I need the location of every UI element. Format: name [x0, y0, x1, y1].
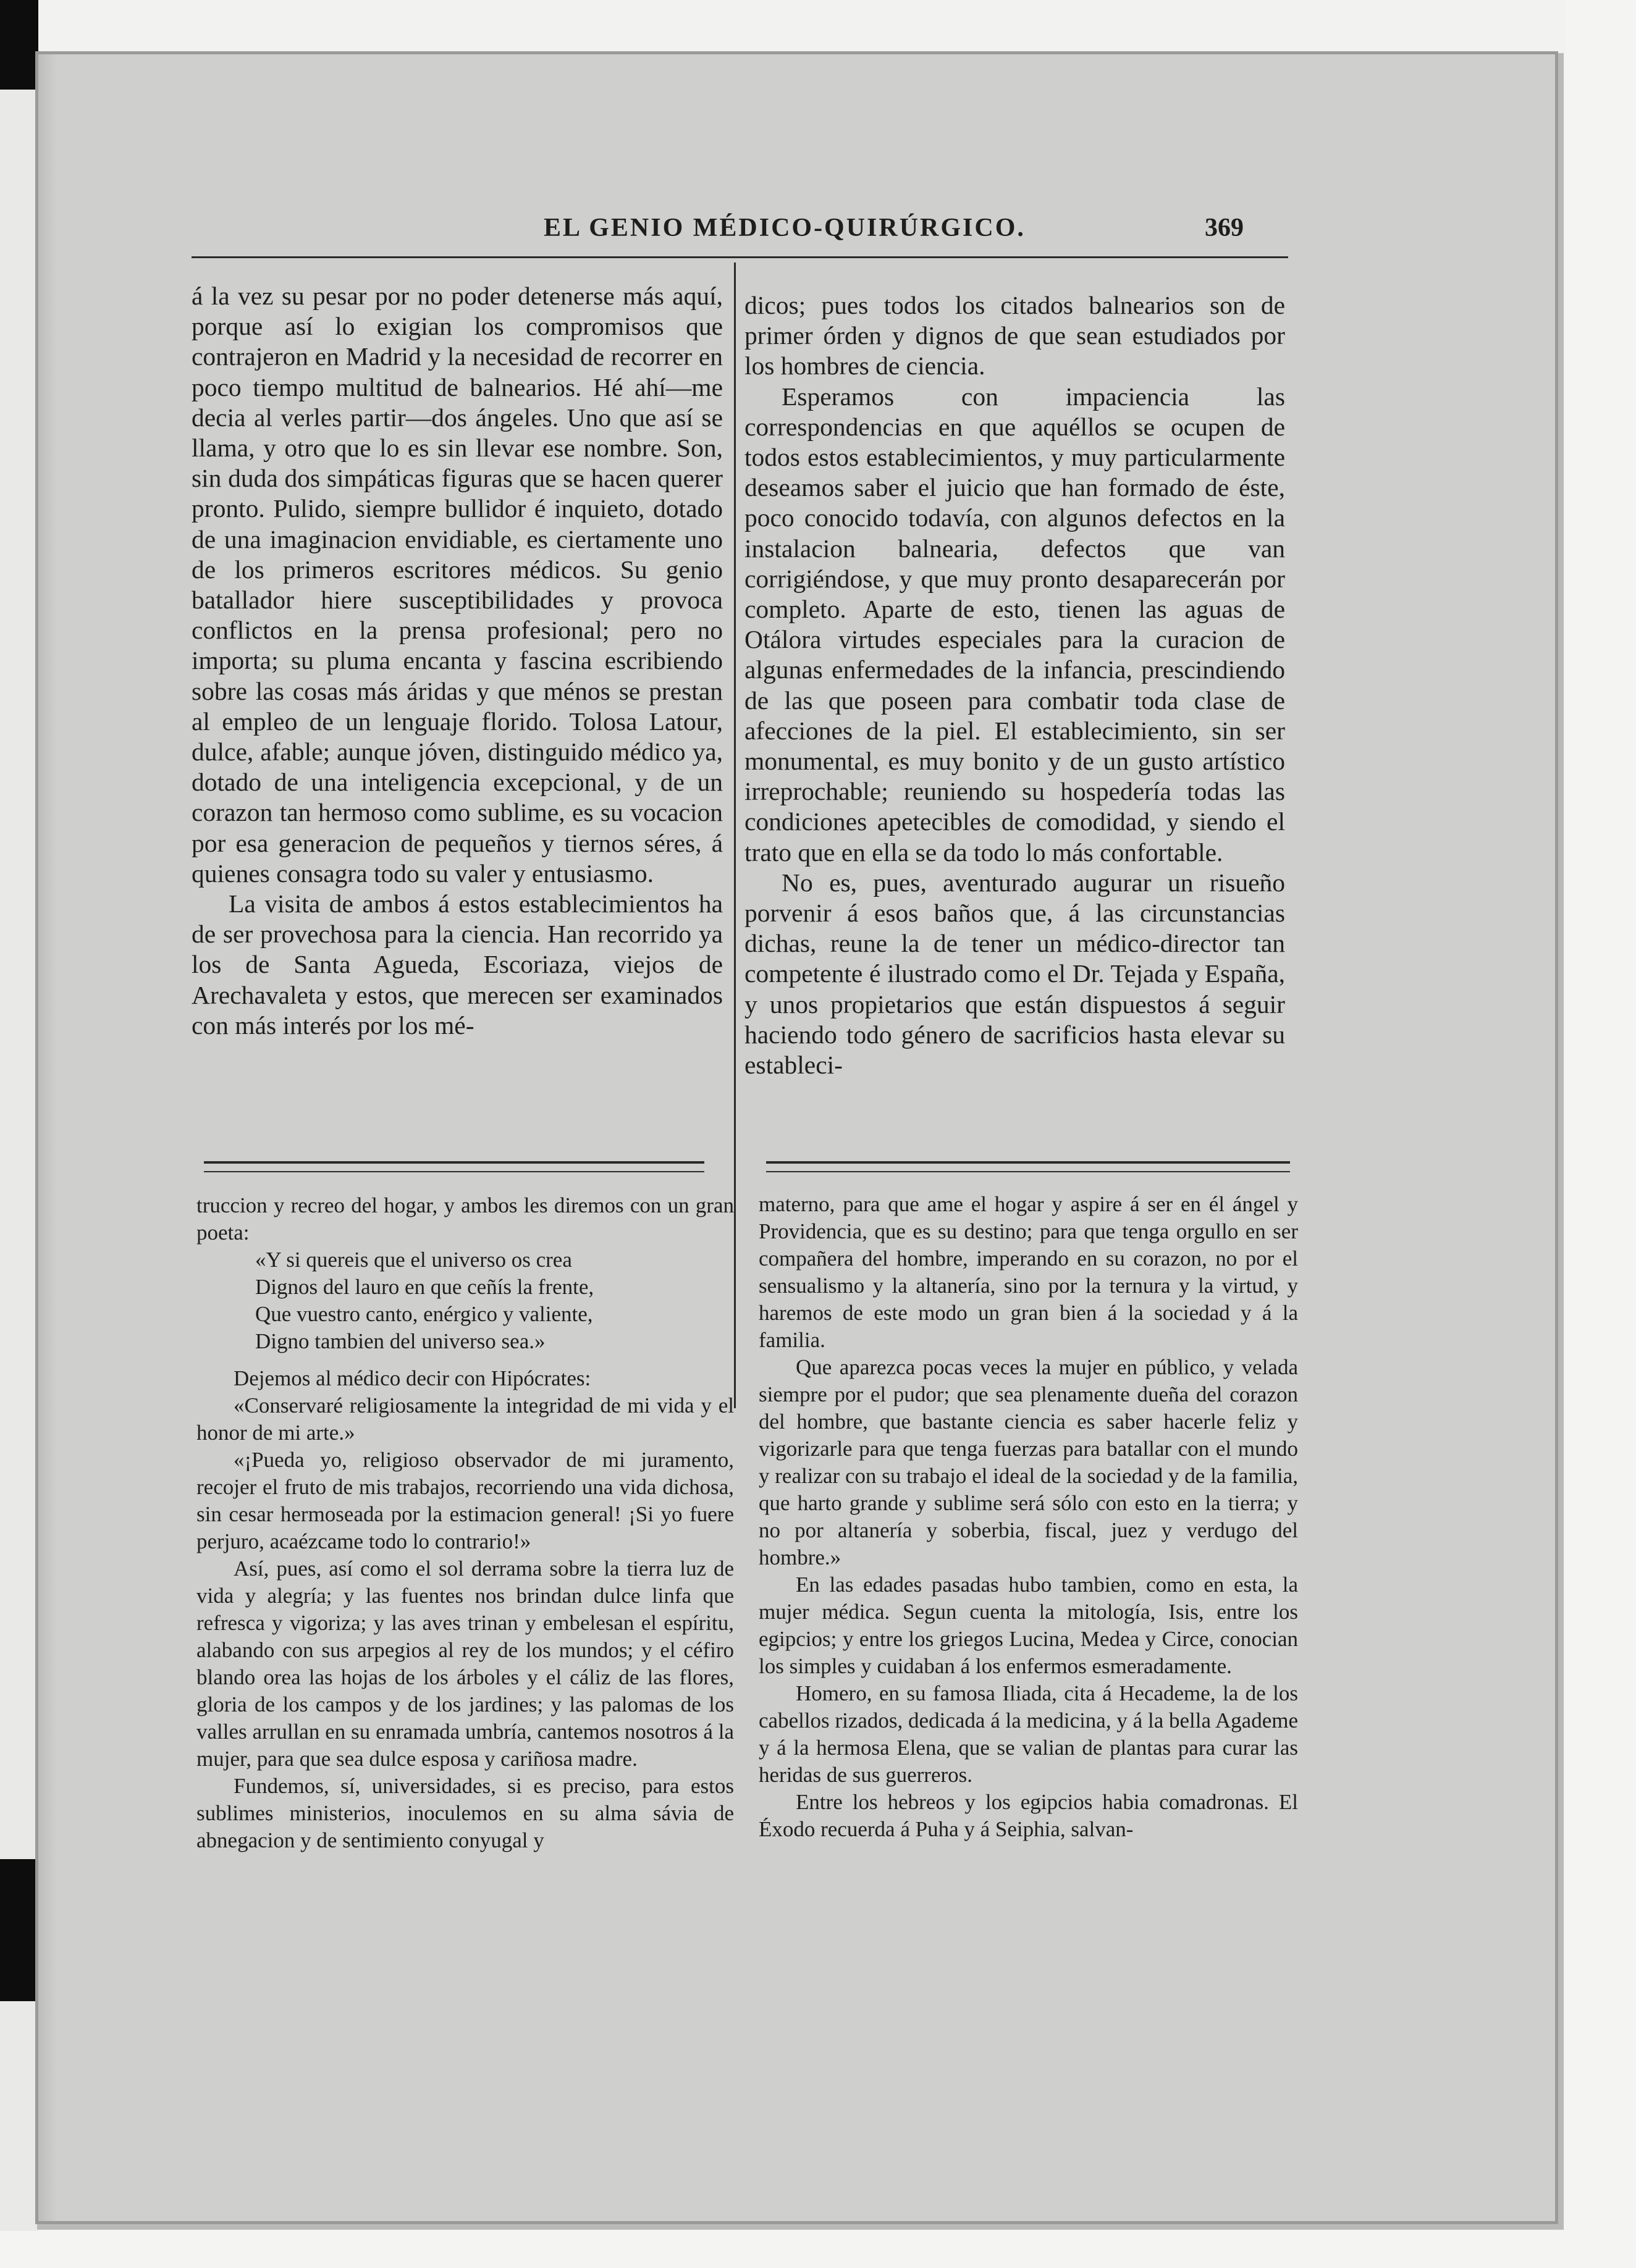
verse-line: Que vuestro canto, enérgico y valiente,	[255, 1302, 593, 1326]
page-number: 369	[1205, 214, 1244, 242]
paragraph: «Conservaré religiosamente la integridad de mi vida y el honor de mi arte.»	[196, 1393, 734, 1445]
scan-background-bottom	[0, 2231, 1636, 2268]
paragraph: Entre los hebreos y los egipcios habia comadronas. El Éxodo recuerda á Puha y á Seiphia, salvan-	[759, 1790, 1298, 1841]
paragraph: Así, pues, así como el sol derrama sobre la tierra luz de vida y alegría; y las fuentes nos brindan dulce linfa que refresca y vigoriza; y las aves trinan y embelesan el espíritu, alabando con sus arpegios al rey de los mundos; y el céfiro blando orea las hojas de los árboles y el cáliz de las flores, gloria de los campos y de los jardines; y las palomas de los valles arrullan en su enramada umbría, cantemos nosotros á la mujer, para que sea dulce esposa y cariñosa madre.	[196, 1556, 734, 1771]
running-title: EL GENIO MÉDICO-QUIRÚRGICO.	[544, 214, 1026, 242]
paragraph: materno, para que ame el hogar y aspire á ser en él ángel y Providencia, que es su destino; para que tenga orgullo en ser compañera del hombre, imperando en su corazon, no por el sensualismo y la altanería, sino por la ternura y la virtud, y haremos de este modo un gran bien á la sociedad y á la familia.	[759, 1192, 1298, 1352]
paragraph: truccion y recreo del hogar, y ambos les diremos con un gran poeta:	[196, 1193, 734, 1245]
paragraph: La visita de ambos á estos establecimientos ha de ser provechosa para la ciencia. Han recorrido ya los de Santa Agueda, Escoriaza, viejos de Arechavaleta y estos, que merecen ser examinados con más interés por los mé-	[192, 889, 723, 1040]
verse-line: «Y si quereis que el universo os crea	[255, 1248, 572, 1272]
verse-line: Dignos del lauro en que ceñís la frente,	[255, 1275, 594, 1299]
paragraph: «¡Pueda yo, religioso observador de mi juramento, recojer el fruto de mis trabajos, recorriendo una vida dichosa, sin cesar hermoseada por la estimacion general! ¡Si yo fuere perjuro, acaézcame todo lo contrario!»	[196, 1448, 734, 1553]
verse-line: Digno tambien del universo sea.»	[255, 1329, 546, 1353]
article-lower-left-column	[196, 1192, 734, 1854]
paragraph: á la vez su pesar por no poder detenerse más aquí, porque así lo exigian los compromisos que contrajeron en Madrid y la necesidad de recorrer en poco tiempo multitud de balnearios. Hé ahí—me decia al verles partir—dos ángeles. Uno que así se llama, y otro que lo es sin llevar ese nombre. Son, sin duda dos simpáticas figuras que se hacen querer pronto. Pulido, siempre bullidor é inquieto, dotado de una imaginacion envidiable, es ciertamente uno de los primeros escritores médicos. Su genio batallador hiere susceptibilidades y provoca conflictos en la prensa profesional; pero no importa; su pluma encanta y fascina escribiendo sobre las cosas más áridas y que ménos se prestan al empleo de un lenguaje florido. Tolosa Latour, dulce, afable; aunque jóven, distinguido médico ya, dotado de una inteligencia excepcional, y de un corazon tan hermoso como sublime, es su vocacion por esa generacion de pequeños y tiernos séres, á quienes consagra todo su valer y entusiasmo.	[192, 282, 723, 888]
section-separator-left	[204, 1161, 704, 1172]
paragraph: No es, pues, aventurado augurar un risueño porvenir á esos baños que, á las circunstancias dichas, reune la de tener un médico-director tan competente é ilustrado como el Dr. Tejada y España, y unos propietarios que están dispuestos á seguir haciendo todo género de sacrificios hasta elevar su estableci-	[744, 868, 1285, 1080]
paragraph: Fundemos, sí, universidades, si es preciso, para estos sublimes ministerios, inoculemos en su alma sávia de abnegacion y de sentimiento conyugal y	[196, 1774, 734, 1852]
page-gutter-shadow	[38, 54, 57, 2221]
page-header	[192, 207, 1288, 258]
article-upper-right-column	[744, 290, 1285, 1080]
section-separator-right	[766, 1161, 1290, 1172]
binding-edge-bottom	[0, 1859, 38, 2001]
column-divider	[734, 262, 736, 1408]
article-lower-right-column	[759, 1191, 1298, 1843]
paragraph: En las edades pasadas hubo tambien, como en esta, la mujer médica. Segun cuenta la mitología, Isis, entre los egipcios; y entre los griegos Lucina, Medea y Circe, conocian los simples y cuidaban á los enfermos esmeradamente.	[759, 1573, 1298, 1678]
binding-edge-top	[0, 0, 38, 90]
scan-background-right	[1565, 0, 1636, 2268]
article-upper-left-column	[192, 281, 723, 1041]
verse-quotation	[255, 1246, 734, 1355]
paragraph: Homero, en su famosa Iliada, cita á Hecademe, la de los cabellos rizados, dedicada á la medicina, y á la bella Agademe y á la hermosa Elena, que se valian de plantas para curar las heridas de sus guerreros.	[759, 1681, 1298, 1787]
paragraph: Dejemos al médico decir con Hipócrates:	[234, 1366, 591, 1390]
paragraph: dicos; pues todos los citados balnearios son de primer órden y dignos de que sean estudiados por los hombres de ciencia.	[744, 291, 1285, 380]
paragraph: Que aparezca pocas veces la mujer en público, y velada siempre por el pudor; que sea plenamente dueña del corazon del hombre, que bastante ciencia es saber hacerle feliz y vigorizarle para que tenga fuerzas para batallar con el mundo y realizar con su trabajo el ideal de la sociedad y de la familia, que harto grande y sublime será sólo con esto en la tierra; y no por altanería y soberbia, fiscal, juez y verdugo del hombre.»	[759, 1355, 1298, 1569]
paragraph: Esperamos con impaciencia las correspondencias en que aquéllos se ocupen de todos estos establecimientos, y muy particularmente deseamos saber el juicio que han formado de éste, poco conocido todavía, con algunos defectos en la instalacion balnearia, defectos que van corrigiéndose, y que muy pronto desaparecerán por completo. Aparte de esto, tienen las aguas de Otálora virtudes especiales para la curacion de algunas enfermedades de la infancia, prescindiendo de las que poseen para combatir toda clase de afecciones de la piel. El establecimiento, sin ser monumental, es muy bonito y de un gusto artístico irreprochable; reuniendo su hospedería todas las condiciones apetecibles de comodidad, y siendo el trato que en ella se da todo lo más confortable.	[744, 382, 1285, 867]
